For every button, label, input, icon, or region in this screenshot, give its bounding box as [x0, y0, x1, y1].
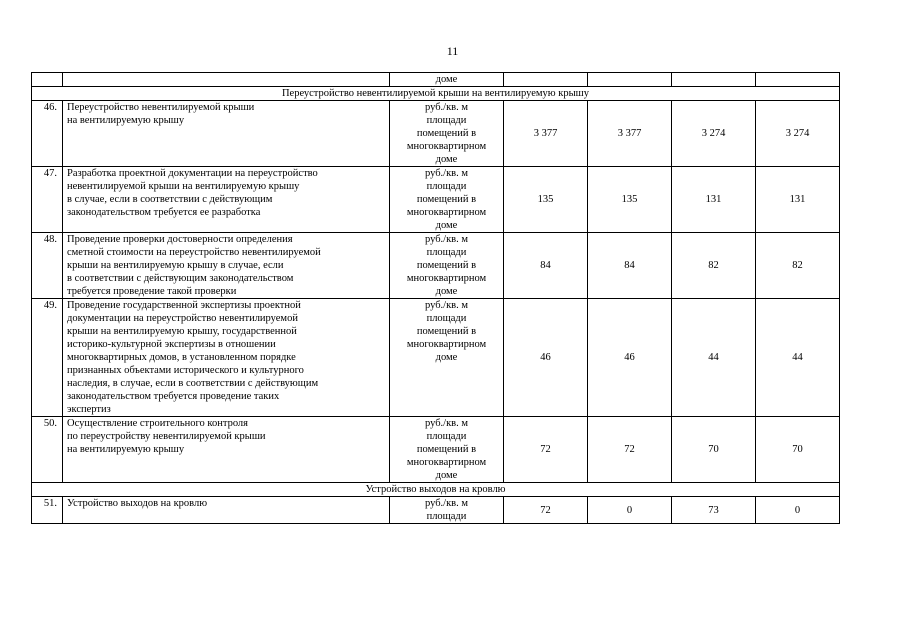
- page-number: 11: [446, 44, 459, 58]
- row-number: 46.: [32, 101, 63, 167]
- row-value: 131: [756, 167, 840, 233]
- value-cell: [504, 73, 588, 87]
- description-line: невентилируемой крыши на вентилируемую крышу: [67, 181, 300, 192]
- description-line: Осуществление строительного контроля: [67, 418, 249, 429]
- description-line: требуется проведение такой проверки: [67, 286, 237, 297]
- table-row: [32, 417, 840, 483]
- description-line: законодательством требуется ее разработка: [67, 207, 261, 218]
- unit-line: площади: [426, 313, 467, 324]
- description-line: Устройство выходов на кровлю: [67, 498, 208, 509]
- description-line: в случае, если в соответствии с действующим: [67, 194, 273, 205]
- unit-line: помещений в: [416, 128, 477, 139]
- description-line: сметной стоимости на переустройство невентилируемой: [67, 247, 321, 258]
- section-title: Переустройство невентилируемой крыши на вентилируемую крышу: [32, 87, 840, 101]
- unit-line: помещений в: [416, 260, 477, 271]
- description-line: экспертиз: [67, 404, 111, 415]
- row-value: 3 377: [588, 101, 672, 167]
- description-line: наследия, в случае, если в соответствии с действующим: [67, 378, 319, 389]
- table-row: [32, 299, 840, 417]
- table-row: [32, 233, 840, 299]
- value-cell: [672, 73, 756, 87]
- description-cell: [63, 73, 390, 87]
- row-description: [63, 497, 390, 524]
- unit-line: руб./кв. м: [424, 168, 469, 179]
- description-line: Переустройство невентилируемой крыши: [67, 102, 255, 113]
- row-value: 44: [672, 299, 756, 417]
- row-value: 82: [672, 233, 756, 299]
- unit-line: доме: [435, 286, 458, 297]
- description-line: документации на переустройство невентилируемой: [67, 313, 298, 324]
- table-row: [32, 497, 840, 524]
- row-value: 3 274: [756, 101, 840, 167]
- value-cell: [588, 73, 672, 87]
- row-value: 84: [504, 233, 588, 299]
- row-number: 50.: [32, 417, 63, 483]
- row-value: 84: [588, 233, 672, 299]
- row-number: 48.: [32, 233, 63, 299]
- description-line: по переустройству невентилируемой крыши: [67, 431, 266, 442]
- unit-cell: доме: [390, 73, 504, 87]
- unit-line: руб./кв. м: [424, 300, 469, 311]
- unit-line: площади: [426, 431, 467, 442]
- row-number: 49.: [32, 299, 63, 417]
- unit-line: доме: [435, 352, 458, 363]
- description-line: Проведение государственной экспертизы проектной: [67, 300, 301, 311]
- row-value: 46: [588, 299, 672, 417]
- row-value: 82: [756, 233, 840, 299]
- rates-table: [31, 72, 840, 524]
- row-description: [63, 101, 390, 167]
- row-description: [63, 167, 390, 233]
- row-description: [63, 417, 390, 483]
- description-line: на вентилируемую крышу: [67, 444, 185, 455]
- row-value: 73: [672, 497, 756, 524]
- row-unit: [390, 417, 504, 483]
- unit-line: помещений в: [416, 326, 477, 337]
- description-line: крыши на вентилируемую крышу в случае, если: [67, 260, 284, 271]
- row-description: [63, 299, 390, 417]
- unit-line: площади: [426, 511, 467, 522]
- row-value: 44: [756, 299, 840, 417]
- row-value: 131: [672, 167, 756, 233]
- unit-line: многоквартирном: [406, 141, 487, 152]
- row-value: 46: [504, 299, 588, 417]
- unit-line: доме: [435, 154, 458, 165]
- section-title: Устройство выходов на кровлю: [32, 483, 840, 497]
- unit-line: руб./кв. м: [424, 102, 469, 113]
- row-number-cell: [32, 73, 63, 87]
- row-description: [63, 233, 390, 299]
- row-number: 51.: [32, 497, 63, 524]
- description-line: на вентилируемую крышу: [67, 115, 185, 126]
- row-unit: [390, 497, 504, 524]
- description-line: многоквартирных домов, в установленном порядке: [67, 352, 296, 363]
- unit-line: многоквартирном: [406, 339, 487, 350]
- description-line: крыши на вентилируемую крышу, государственной: [67, 326, 297, 337]
- description-line: Проведение проверки достоверности определения: [67, 234, 293, 245]
- unit-line: площади: [426, 247, 467, 258]
- row-value: 72: [588, 417, 672, 483]
- description-line: Разработка проектной документации на переустройство: [67, 168, 318, 179]
- section-row: [32, 87, 840, 101]
- unit-line: помещений в: [416, 194, 477, 205]
- row-value: 70: [672, 417, 756, 483]
- table-row: [32, 101, 840, 167]
- description-line: в соответствии с действующим законодательством: [67, 273, 294, 284]
- unit-line: руб./кв. м: [424, 418, 469, 429]
- description-line: признанных объектами исторического и культурного: [67, 365, 304, 376]
- unit-line: площади: [426, 181, 467, 192]
- unit-line: многоквартирном: [406, 273, 487, 284]
- description-line: законодательством требуется проведение таких: [67, 391, 280, 402]
- row-unit: [390, 299, 504, 417]
- row-number: 47.: [32, 167, 63, 233]
- row-value: 70: [756, 417, 840, 483]
- unit-line: площади: [426, 115, 467, 126]
- row-value: 0: [756, 497, 840, 524]
- description-line: историко-культурной экспертизы в отношении: [67, 339, 276, 350]
- row-value: 3 377: [504, 101, 588, 167]
- row-value: 0: [588, 497, 672, 524]
- row-value: 135: [504, 167, 588, 233]
- table-row-continuation: [32, 73, 840, 87]
- unit-line: многоквартирном: [406, 207, 487, 218]
- unit-line: доме: [435, 470, 458, 481]
- section-row: [32, 483, 840, 497]
- value-cell: [756, 73, 840, 87]
- row-value: 72: [504, 497, 588, 524]
- row-value: 3 274: [672, 101, 756, 167]
- table-row: [32, 167, 840, 233]
- row-value: 135: [588, 167, 672, 233]
- unit-line: многоквартирном: [406, 457, 487, 468]
- row-unit: [390, 233, 504, 299]
- unit-line: помещений в: [416, 444, 477, 455]
- row-value: 72: [504, 417, 588, 483]
- unit-line: руб./кв. м: [424, 234, 469, 245]
- row-unit: [390, 101, 504, 167]
- unit-line: доме: [435, 220, 458, 231]
- unit-line: руб./кв. м: [424, 498, 469, 509]
- row-unit: [390, 167, 504, 233]
